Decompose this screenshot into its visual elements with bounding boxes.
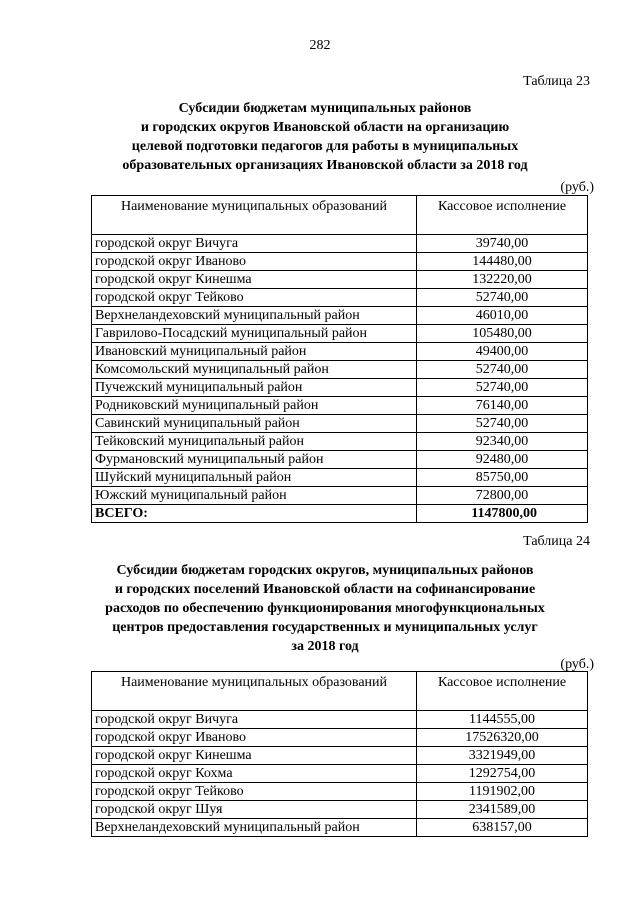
row-name: городской округ Вичуга	[92, 711, 417, 729]
row-amount: 49400,00	[417, 343, 588, 361]
table-row	[92, 271, 588, 289]
table-row	[92, 307, 588, 325]
table-row	[92, 397, 588, 415]
row-name: городской округ Иваново	[92, 729, 417, 747]
row-name: Тейковский муниципальный район	[92, 433, 417, 451]
row-name: Комсомольский муниципальный район	[92, 361, 417, 379]
row-amount: 17526320,00	[417, 729, 588, 747]
row-amount: 144480,00	[417, 253, 588, 271]
table-row	[92, 379, 588, 397]
row-amount: 52740,00	[417, 415, 588, 433]
row-name: Верхнеландеховский муниципальный район	[92, 307, 417, 325]
row-name: городской округ Кохма	[92, 765, 417, 783]
table-row	[92, 289, 588, 307]
table-24-title-line: Субсидии бюджетам городских округов, муниципальных районов	[116, 563, 534, 578]
row-amount: 52740,00	[417, 361, 588, 379]
row-amount: 85750,00	[417, 469, 588, 487]
row-amount: 76140,00	[417, 397, 588, 415]
row-amount: 2341589,00	[417, 801, 588, 819]
row-amount: 46010,00	[417, 307, 588, 325]
row-name: Пучежский муниципальный район	[92, 379, 417, 397]
table-23-title-line: образовательных организациях Ивановской области за 2018 год	[122, 158, 528, 173]
row-name: Фурмановский муниципальный район	[92, 451, 417, 469]
table-row	[92, 711, 588, 729]
row-name: Южский муниципальный район	[92, 487, 417, 505]
table-header-row	[92, 672, 588, 711]
table-row	[92, 415, 588, 433]
table-row	[92, 801, 588, 819]
row-name: Верхнеландеховский муниципальный район	[92, 819, 417, 837]
table-23-title-line: и городских округов Ивановской области на организацию	[140, 120, 510, 135]
table-24-title-line: расходов по обеспечению функционирования многофункциональных	[105, 601, 545, 616]
table-23-title-line: Субсидии бюджетам муниципальных районов	[178, 101, 472, 116]
row-name: городской округ Тейково	[92, 783, 417, 801]
table-24-title-line: за 2018 год	[291, 639, 359, 654]
row-amount: 105480,00	[417, 325, 588, 343]
row-amount: 1191902,00	[417, 783, 588, 801]
row-amount: 3321949,00	[417, 747, 588, 765]
table-row	[92, 451, 588, 469]
page-number: 282	[309, 38, 331, 53]
row-name: городской округ Кинешма	[92, 271, 417, 289]
row-amount: 72800,00	[417, 487, 588, 505]
table-23-title-line: целевой подготовки педагогов для работы в муниципальных	[131, 139, 519, 154]
table-24	[91, 671, 588, 837]
table-row	[92, 235, 588, 253]
row-name: Гаврилово-Посадский муниципальный район	[92, 325, 417, 343]
table-row	[92, 729, 588, 747]
row-name: городской округ Иваново	[92, 253, 417, 271]
row-name: Родниковский муниципальный район	[92, 397, 417, 415]
row-name: городской округ Тейково	[92, 289, 417, 307]
table-row	[92, 433, 588, 451]
table-header-row	[92, 196, 588, 235]
table-row	[92, 765, 588, 783]
table-24-title-line: центров предоставления государственных и муниципальных услуг	[112, 620, 538, 635]
table-23-unit: (руб.)	[560, 180, 594, 195]
column-header-name: Наименование муниципальных образований	[92, 672, 417, 711]
table-24-label: Таблица 24	[523, 534, 590, 549]
row-name: городской округ Шуя	[92, 801, 417, 819]
table-row	[92, 469, 588, 487]
row-amount: 39740,00	[417, 235, 588, 253]
row-amount: 52740,00	[417, 379, 588, 397]
table-row	[92, 325, 588, 343]
table-row	[92, 361, 588, 379]
table-23-label: Таблица 23	[523, 74, 590, 89]
row-name: Савинский муниципальный район	[92, 415, 417, 433]
column-header-amount: Кассовое исполнение	[417, 196, 588, 235]
total-label: ВСЕГО:	[92, 505, 417, 523]
row-amount: 52740,00	[417, 289, 588, 307]
total-amount: 1147800,00	[417, 505, 588, 523]
row-name: городской округ Вичуга	[92, 235, 417, 253]
row-amount: 1144555,00	[417, 711, 588, 729]
row-amount: 92340,00	[417, 433, 588, 451]
table-row	[92, 487, 588, 505]
table-24-title-line: и городских поселений Ивановской области на софинансирование	[114, 582, 536, 597]
row-amount: 92480,00	[417, 451, 588, 469]
table-24-unit: (руб.)	[560, 657, 594, 672]
row-name: Ивановский муниципальный район	[92, 343, 417, 361]
table-row	[92, 819, 588, 837]
table-23	[91, 195, 588, 523]
total-row	[92, 505, 588, 523]
table-row	[92, 343, 588, 361]
table-row	[92, 747, 588, 765]
row-amount: 132220,00	[417, 271, 588, 289]
row-name: Шуйский муниципальный район	[92, 469, 417, 487]
column-header-name: Наименование муниципальных образований	[92, 196, 417, 235]
table-24-title	[80, 561, 570, 656]
table-row	[92, 253, 588, 271]
row-amount: 638157,00	[417, 819, 588, 837]
row-name: городской округ Кинешма	[92, 747, 417, 765]
column-header-amount: Кассовое исполнение	[417, 672, 588, 711]
table-23-title	[80, 99, 570, 175]
row-amount: 1292754,00	[417, 765, 588, 783]
table-row	[92, 783, 588, 801]
